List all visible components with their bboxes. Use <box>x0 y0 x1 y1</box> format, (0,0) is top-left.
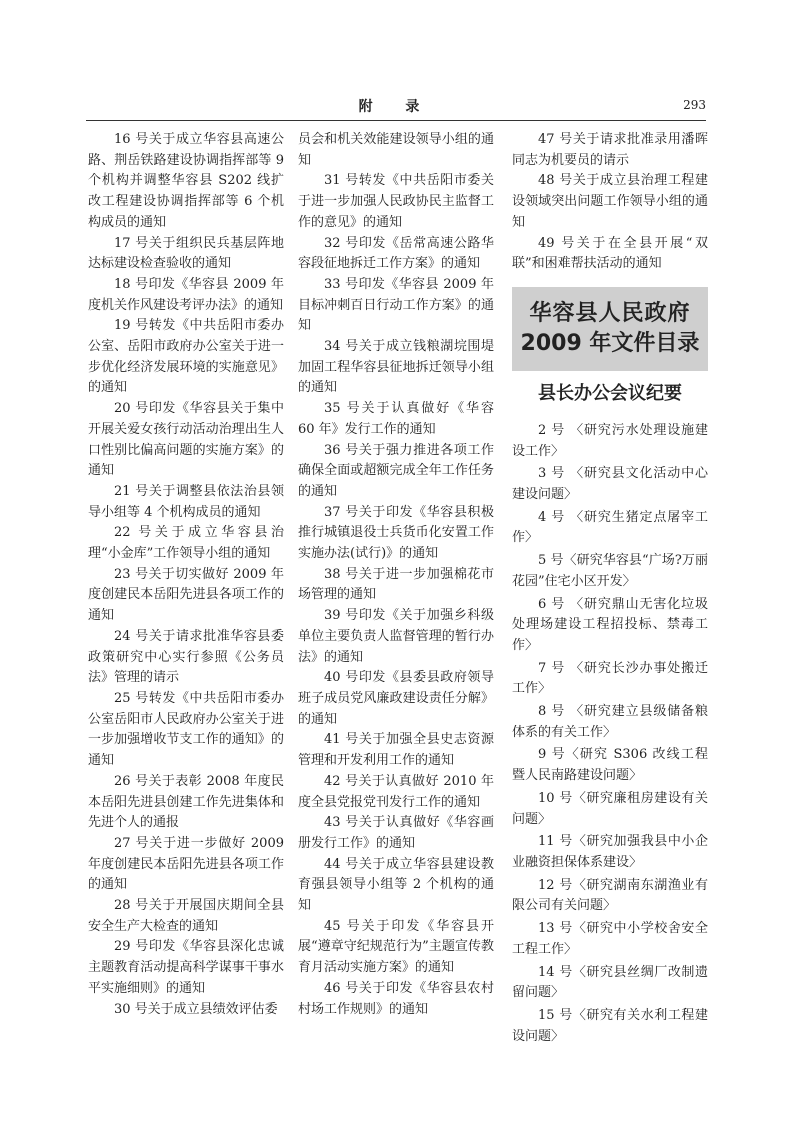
list-item: 41 号关于加强全县史志资源管理和开发利用工作的通知 <box>298 732 494 769</box>
column-1 <box>88 130 284 1020</box>
list-item: 4 号 〈研究生猪定点屠宰工作〉 <box>512 509 708 546</box>
list-item: 47 号关于请求批准录用潘晖同志为机要员的请示 <box>512 132 708 168</box>
column-3 <box>512 130 708 1049</box>
list-item: 20 号印发《华容县关于集中开展关爱女孩行动活动治理出生人口性别比偏高问题的实施方案》的通知 <box>88 401 284 479</box>
list-item: 35 号关于认真做好《华容 60 年》发行工作的通知 <box>298 401 494 437</box>
page-header <box>86 94 706 121</box>
list-item: 22 号关于成立华容县治理“小金库”工作领导小组的通知 <box>88 525 284 562</box>
list-item: 34 号关于成立钱粮湖垸围堤加固工程华容县征地拆迁领导小组的通知 <box>298 339 494 396</box>
list-item: 15 号〈研究有关水利工程建设问题〉 <box>512 1007 708 1044</box>
list-item: 21 号关于调整县依法治县领导小组等 4 个机构成员的通知 <box>88 483 284 520</box>
list-item: 43 号关于认真做好《华容画册发行工作》的通知 <box>298 815 494 851</box>
list-item: 3 号 〈研究县文化活动中心建设问题〉 <box>512 466 708 503</box>
column-3-entries <box>512 130 708 275</box>
list-item: 32 号印发《岳常高速公路华容段征地拆迁工作方案》的通知 <box>298 235 494 272</box>
list-item: 24 号关于请求批准华容县委政策研究中心实行参照《公务员法》管理的请示 <box>88 628 284 686</box>
meeting-minutes-list <box>512 421 708 1047</box>
list-item: 49 号关于在全县开展“双联”和困难帮扶活动的通知 <box>512 235 708 272</box>
list-item: 6 号 〈研究鼎山无害化垃圾处理场建设工程招投标、禁毒工作〉 <box>512 596 708 653</box>
list-item: 45 号关于印发《华容县开展“遵章守纪规范行为”主题宣传教育月活动实施方案》的通知 <box>298 918 494 976</box>
list-item: 44 号关于成立华容县建设教育强县领导小组等 2 个机构的通知 <box>298 856 494 914</box>
list-item: 36 号关于强力推进各项工作确保全面或超额完成全年工作任务的通知 <box>298 442 494 499</box>
list-item: 9 号〈研究 S306 改线工程暨人民南路建设问题〉 <box>512 747 708 784</box>
list-item: 7 号 〈研究长沙办事处搬迁工作〉 <box>512 660 708 697</box>
list-item: 23 号关于切实做好 2009 年度创建民本岳阳先进县各项工作的通知 <box>88 566 284 624</box>
banner-subtitle: 2009 年文件目录 <box>520 330 700 356</box>
list-item: 5 号〈研究华容县“广场?万丽花园”住宅小区开发〉 <box>512 553 708 589</box>
list-item: 28 号关于开展国庆期间全县安全生产大检查的通知 <box>88 898 284 934</box>
list-item: 2 号 〈研究污水处理设施建设工作〉 <box>512 422 708 459</box>
list-item: 10 号〈研究廉租房建设有关问题〉 <box>512 790 708 827</box>
list-item: 16 号关于成立华容县高速公路、荆岳铁路建设协调指挥部等 9 个机构并调整华容县 S202 线扩改工程建设协调指挥部等 6 个机构成员的通知 <box>88 132 284 230</box>
page-number: 293 <box>683 98 706 112</box>
list-item: 14 号〈研究县丝绸厂改制遗留问题〉 <box>512 964 708 1001</box>
list-item: 11 号〈研究加强我县中小企业融资担保体系建设〉 <box>512 834 708 870</box>
list-item: 38 号关于进一步加强棉花市场管理的通知 <box>298 566 494 603</box>
list-item: 48 号关于成立县治理工程建设领域突出问题工作领导小组的通知 <box>512 173 708 230</box>
list-item: 17 号关于组织民兵基层阵地达标建设检查验收的通知 <box>88 235 284 272</box>
list-item: 18 号印发《华容县 2009 年度机关作风建设考评办法》的通知 <box>88 276 284 313</box>
list-item: 42 号关于认真做好 2010 年度全县党报党刊发行工作的通知 <box>298 773 494 810</box>
list-item: 29 号印发《华容县深化忠诚主题教育活动提高科学谋事干事水平实施细则》的通知 <box>88 939 284 996</box>
list-item: 19 号转发《中共岳阳市委办公室、岳阳市政府办公室关于进一步优化经济发展环境的实施意见》的通知 <box>88 318 284 396</box>
document-list-banner <box>512 287 708 371</box>
column-2 <box>298 130 494 1020</box>
list-item: 12 号〈研究湖南东湖渔业有限公司有关问题〉 <box>512 877 708 914</box>
list-item: 25 号转发《中共岳阳市委办公室岳阳市人民政府办公室关于进一步加强增收节支工作的通知》的通知 <box>88 690 284 769</box>
list-item: 39 号印发《关于加强乡科级单位主要负责人监督管理的暂行办法》的通知 <box>298 608 494 665</box>
banner-title: 华容县人民政府 <box>529 300 691 326</box>
list-item: 8 号 〈研究建立县级储备粮体系的有关工作〉 <box>512 704 708 740</box>
list-item: 40 号印发《县委县政府领导班子成员党风廉政建设责任分解》的通知 <box>298 670 494 727</box>
list-item: 33 号印发《华容县 2009 年目标冲刺百日行动工作方案》的通知 <box>298 276 494 334</box>
list-item: 27 号关于进一步做好 2009 年度创建民本岳阳先进县各项工作的通知 <box>88 835 284 893</box>
list-item: 员会和机关效能建设领导小组的通知 <box>298 132 494 168</box>
list-item: 46 号关于印发《华容县农村村场工作规则》的通知 <box>298 980 494 1017</box>
section-title: 附 录 <box>358 99 434 115</box>
list-item: 37 号关于印发《华容县积极推行城镇退役士兵货币化安置工作实施办法(试行)》的通知 <box>298 504 494 562</box>
section-heading: 县长办公会议纪要 <box>538 382 682 404</box>
list-item: 30 号关于成立县绩效评估委 <box>114 1001 278 1017</box>
list-item: 13 号〈研究中小学校舍安全工程工作〉 <box>512 921 708 957</box>
list-item: 31 号转发《中共岳阳市委关于进一步加强人民政协民主监督工作的意见》的通知 <box>298 173 494 230</box>
list-item: 26 号关于表彰 2008 年度民本岳阳先进县创建工作先进集体和先进个人的通报 <box>88 773 284 831</box>
